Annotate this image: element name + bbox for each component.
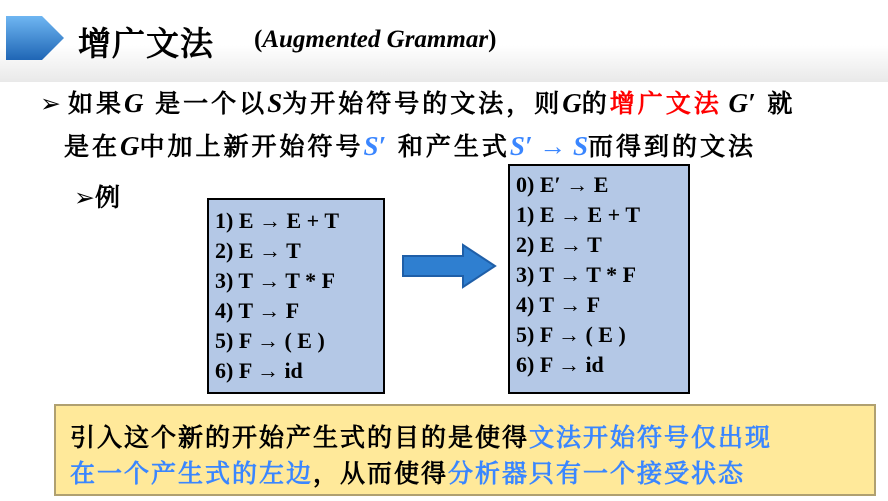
title-bar xyxy=(0,0,888,82)
original-grammar-box xyxy=(207,198,385,394)
production: 4) T → F xyxy=(215,298,300,323)
page-title: 增广文法 xyxy=(78,24,214,63)
production: 3) T → T * F xyxy=(516,262,637,287)
bullet-line-1: ➢ 如果G 是一个以S为开始符号的文法，则G的增广文法 G′ 就 xyxy=(40,88,796,118)
bullet-line-2: 是在G中加上新开始符号S′ 和产生式S′ → S而得到的文法 xyxy=(64,131,757,161)
page-subtitle: (Augmented Grammar) xyxy=(254,26,497,53)
note-line-1: 引入这个新的开始产生式的目的是使得文法开始符号仅出现 xyxy=(70,423,773,452)
production: 2) E → T xyxy=(215,238,301,263)
production: 1) E → E + T xyxy=(516,202,640,227)
title-arrow-icon xyxy=(6,12,66,64)
bullet-arrow-icon: ➢ xyxy=(40,89,64,118)
production: 3) T → T * F xyxy=(215,268,336,293)
production: 4) T → F xyxy=(516,292,601,317)
bullet-arrow-icon: ➢ xyxy=(74,183,95,212)
production: 5) F → ( E ) xyxy=(516,322,626,347)
production: 2) E → T xyxy=(516,232,602,257)
production: 0) E′ → E xyxy=(516,172,609,197)
production: 6) F → id xyxy=(215,358,303,383)
example-bullet: ➢例 xyxy=(74,183,120,212)
note-line-2: 在一个产生式的左边，从而使得分析器只有一个接受状态 xyxy=(70,459,746,488)
augmented-grammar-box xyxy=(508,164,690,394)
note-box xyxy=(54,404,876,496)
right-arrow-icon xyxy=(401,243,497,289)
production: 1) E → E + T xyxy=(215,208,339,233)
production: 6) F → id xyxy=(516,352,604,377)
production: 5) F → ( E ) xyxy=(215,328,325,353)
highlight-augmented: 增广文法 xyxy=(609,89,722,118)
